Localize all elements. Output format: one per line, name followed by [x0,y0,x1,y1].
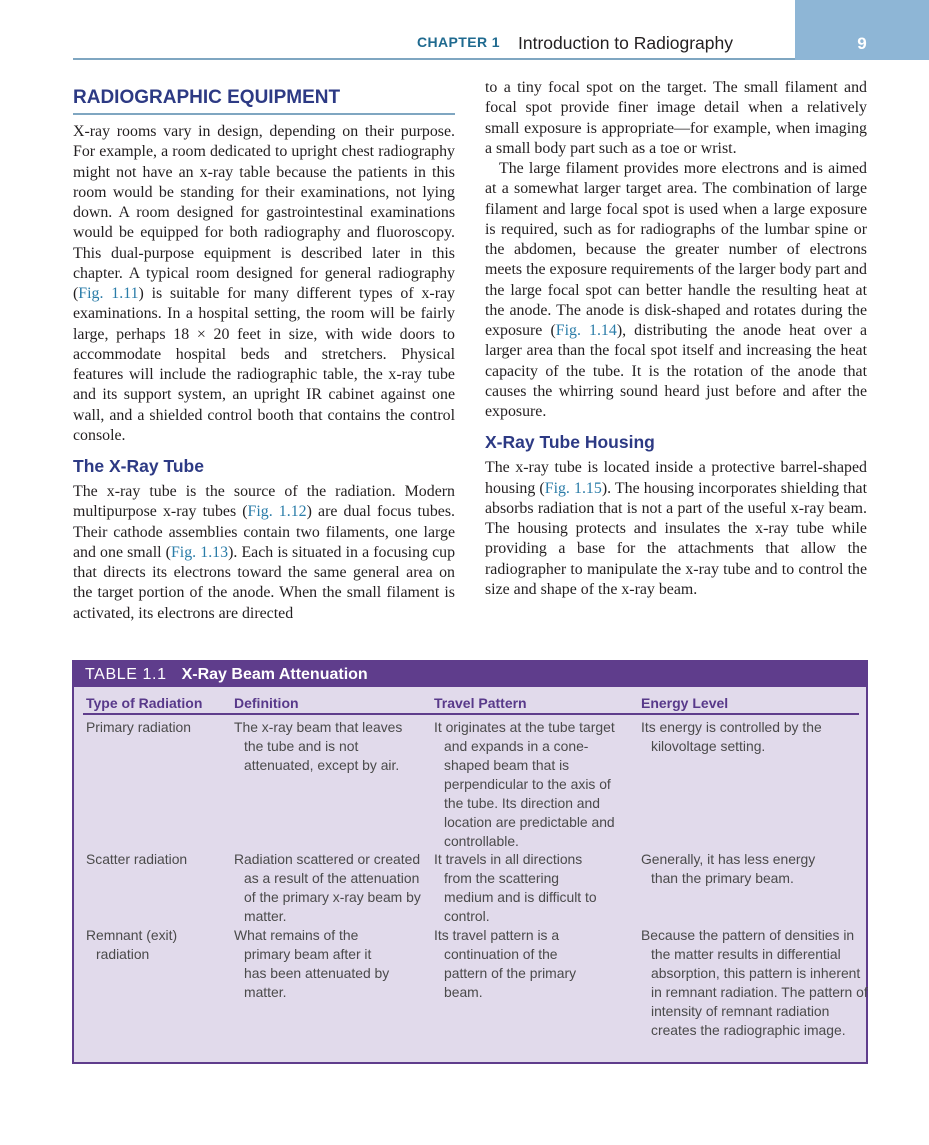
right-column [485,78,867,600]
table-title: X-Ray Beam Attenuation [181,666,368,683]
figure-link[interactable]: Fig. 1.12 [247,503,307,521]
table-cell: Radiation scattered or created as a result of the attenuation of the primary x-ray beam by matter. [234,851,421,924]
chapter-label: CHAPTER 1 [417,34,500,50]
table-header-row [83,695,859,715]
column-header: Energy Level [641,695,729,711]
table-number: TABLE 1.1 [85,666,167,683]
figure-link[interactable]: Fig. 1.13 [170,543,229,561]
paragraph: X-ray rooms vary in design, depending on their purpose. For example, a room dedicated to upright chest radiography might not have an x-ray table because the patients in this room would be standing for their examinations, not lying down. A room designed for gastrointestinal examinations would be equipped for both radiography and fluoroscopy. This dual-purpose equipment is described later in this chapter. A typical room designed for general radiography (Fig. 1.11) is suitable for many different types of x-ray examinations. In a hospital setting, the room will be fairly large, perhaps 18 × 20 feet in size, with wide doors to accommodate hospital beds and stretchers. Physical features will include the radiographic table, the x-ray tube and its support system, an upright IR cabinet against one wall, and a shielded control booth that contains the control console. [73,123,455,444]
page-number: 9 [857,34,867,53]
column-header: Travel Pattern [434,695,527,711]
chapter-title: Introduction to Radiography [518,33,733,53]
figure-link[interactable]: Fig. 1.11 [78,285,139,302]
table-cell: Remnant (exit) radiation [86,927,178,962]
paragraph: The x-ray tube is the source of the radiation. Modern multipurpose x-ray tubes (Fig. 1.12) are dual focus tubes. Their cathode assemblies contain two filaments, one large and one small (Fig. 1.13). Each is situated in a focusing cup that directs its electrons toward the same general area on the target portion of the anode. When the small filament is activated, its electrons are directed [73,483,456,622]
figure-link[interactable]: Fig. 1.15 [544,479,602,497]
left-column [73,78,455,624]
table-cell: Scatter radiation [86,851,188,867]
table-cell: What remains of the primary beam after it has been attenuated by matter. [234,927,390,1000]
subheading-tube-housing: X-Ray Tube Housing [485,432,655,453]
table-title-bar [74,662,866,687]
subheading-xray-tube: The X-Ray Tube [73,456,204,476]
section-heading: RADIOGRAPHIC EQUIPMENT [73,87,455,115]
table-cell: Primary radiation [86,719,191,735]
figure-link[interactable]: Fig. 1.14 [555,322,617,339]
table-cell: Its travel pattern is a continuation of the pattern of the primary beam. [434,927,577,1000]
table-cell: Generally, it has less energy than the primary beam. [641,851,816,886]
paragraph: to a tiny focal spot on the target. The small filament and focal spot provide finer image detail when a relatively small exposure is appropriate—for example, when imaging a small body part such as a toe or wrist. [485,79,867,157]
column-header: Type of Radiation [86,695,203,711]
header-rule [73,58,795,60]
paragraph: The x-ray tube is located inside a protective barrel-shaped housing (Fig. 1.15). The housing incorporates shielding that absorbs radiation that is not a part of the useful x-ray beam. The housing protects and insulates the x-ray tube while providing a base for the attachments that allow the radiographer to manipulate the x-ray tube and to control the size and shape of the x-ray beam. [485,459,868,598]
column-header: Definition [234,695,299,711]
page-number-box [795,0,929,60]
table-cell: Its energy is controlled by the kilovoltage setting. [641,719,822,754]
table-cell: It travels in all directions from the scattering medium and is difficult to control. [434,851,597,924]
paragraph: The large filament provides more electrons and is aimed at a somewhat larger target area. The combination of large filament and large focal spot is used when a large exposure is required, such as for radiographs of the lumbar spine or the abdomen, because the greater number of electrons meets the exposure requirements of the larger body part and the large focal spot can better handle the resulting heat at the anode. The anode is disk-shaped and rotates during the exposure (Fig. 1.14), distributing the anode heat over a larger area than the focal spot itself and increasing the heat capacity of the tube. It is the rotation of the anode that causes the whirring sound heard just before and after the exposure. [485,160,867,420]
table-cell: It originates at the tube target and expands in a cone-shaped beam that is perpendicular to the axis of the tube. Its direction and location are predictable and controllable. [434,719,615,849]
table-xray-beam-attenuation [72,660,868,1064]
table-cell: The x-ray beam that leaves the tube and is not attenuated, except by air. [234,719,403,773]
table-cell: Because the pattern of densities in the matter results in differential absorption, this pattern is inherent in remnant radiation. The pattern of intensity of remnant radiation creates the radiographic image. [641,927,868,1038]
